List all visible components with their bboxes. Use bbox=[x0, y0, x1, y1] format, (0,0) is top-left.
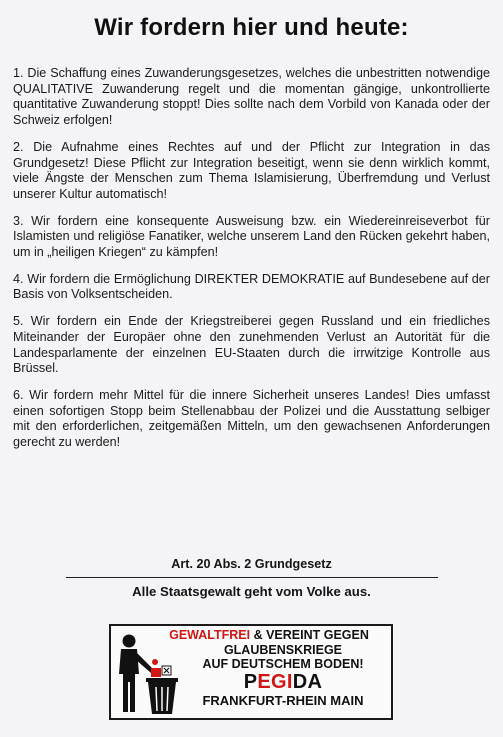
demand-item: 6. Wir fordern mehr Mittel für die innere Sicherheit unseres Landes! Dies umfasst einen sofortigen Stopp beim Stellenabbau der Polizei und die Ausstattung selbiger mit den erforderlichen, zeitgemäßen Mitteln, um den gewachsenen Anforderungen gerecht zu werden! bbox=[13, 387, 490, 450]
logo-wordmark-b: EGI bbox=[257, 671, 293, 693]
demand-item: 5. Wir fordern ein Ende der Kriegstreiberei gegen Russland und ein friedliches Miteinander der Europäer ohne den zunehmenden Verlust an Autorität für die Landesparlamente der einzelnen EU-Staaten durch die irrwitzige Kontrolle aus Brüssel. bbox=[13, 314, 490, 376]
logo-wordmark-a: P bbox=[243, 671, 258, 693]
demand-item: 2. Die Aufnahme eines Rechtes auf und der Pflicht zur Integration in das Grundgesetz! Diese Pflicht zur Integration beseitigt, wenn sie denn wirklich kommt, viele Ängste der Menschen zum Thema Islamisierung, Überfremdung und Verlust unserer Kultur automatisch! bbox=[13, 139, 490, 201]
logo-line-2: GLAUBENSKRIEGE bbox=[223, 643, 343, 657]
logo-region: FRANKFURT-RHEIN MAIN bbox=[202, 693, 364, 708]
constitution-quote: Alle Staatsgewalt geht vom Volke aus. bbox=[132, 584, 371, 599]
logo-text bbox=[149, 628, 389, 708]
demand-item: 3. Wir fordern eine konsequente Ausweisung bzw. ein Wiedereinreiseverbot für Islamisten und religiöse Fanatiker, welche unserem Land den Rücken gekehrt haben, um in „heiligen Kriegen“ zu kämpfen! bbox=[13, 213, 490, 260]
logo-wordmark bbox=[149, 671, 389, 693]
pegida-logo bbox=[109, 624, 393, 720]
article-reference: Art. 20 Abs. 2 Grundgesetz bbox=[171, 557, 332, 571]
logo-line-1 bbox=[149, 628, 389, 643]
demand-item: 1. Die Schaffung eines Zuwanderungsgesetzes, welches die unbestritten notwendige QUALITATIVE Zuwanderung regelt und die momentan gängige, unkontrollierte quantitative Zuwanderung stoppt! Dies sollte nach dem Vorbild von Kanada oder der Schweiz erfolgen! bbox=[13, 66, 490, 128]
logo-line-1-rest: & VEREINT GEGEN bbox=[250, 628, 369, 642]
logo-line-3: AUF DEUTSCHEM BODEN! bbox=[202, 657, 364, 671]
demand-item: 4. Wir fordern die Ermöglichung DIREKTER DEMOKRATIE auf Bundesebene auf der Basis von Volksentscheiden. bbox=[13, 271, 490, 302]
logo-wordmark-c: DA bbox=[292, 671, 323, 693]
divider bbox=[66, 577, 438, 578]
logo-red-word: GEWALTFREI bbox=[169, 628, 251, 642]
page-title: Wir fordern hier und heute: bbox=[94, 14, 409, 41]
demands-list bbox=[13, 66, 490, 462]
